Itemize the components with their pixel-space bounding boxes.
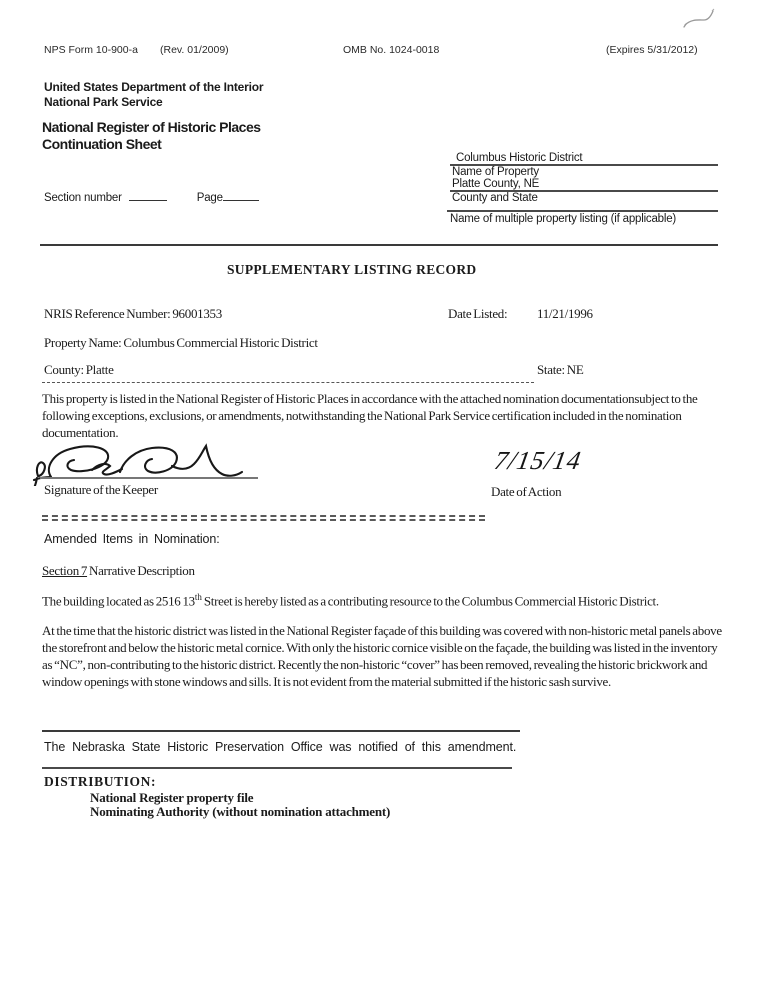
section-number-label: Section number (44, 192, 122, 204)
distribution-item-2: Nominating Authority (without nomination attachment) (90, 804, 391, 819)
form-revision: (Rev. 01/2009) (160, 44, 229, 56)
doc-title-line1: National Register of Historic Places (42, 119, 261, 135)
signature-rule (40, 477, 258, 479)
omb-number: OMB No. 1024-0018 (343, 44, 440, 56)
date-listed-label: Date Listed: (448, 306, 508, 321)
doc-title-line2: Continuation Sheet (42, 136, 162, 152)
keeper-signature (30, 438, 270, 486)
notification-line: The Nebraska State Historic Preservation Office was notified of this amendment. (44, 740, 517, 754)
certification-paragraph: This property is listed in the National Register of Historic Places in accordance with the attached nomination documentationsubject to the following exceptions, exclusions, or amendments, notwithstanding the National Park Service certification included in the nomination documentation. (42, 391, 698, 440)
date-listed-value: 11/21/1996 (537, 306, 593, 321)
amendment-paragraph-1 (42, 589, 659, 609)
county-line: County: Platte (44, 362, 114, 377)
supplementary-heading: SUPPLEMENTARY LISTING RECORD (227, 262, 477, 277)
property-name-label: Name of Property (452, 166, 539, 178)
distribution-top-rule (42, 767, 512, 769)
date-of-action-label: Date of Action (491, 484, 562, 499)
property-name-line: Property Name: Columbus Commercial Historic District (44, 335, 318, 350)
date-of-action-value: 7/15/14 (492, 446, 584, 475)
distribution-item-1: National Register property file (90, 790, 254, 805)
county-state-label: County and State (452, 192, 538, 204)
paragraph-1-text: The building located as 2516 13 (42, 593, 195, 609)
dotted-separator (42, 382, 534, 383)
section-7-heading (42, 562, 195, 579)
property-name-value: Columbus Historic District (456, 152, 583, 164)
paragraph-1-text-cont: Street is hereby listed as a contributing resource to the Columbus Commercial Historic District. (201, 593, 659, 609)
section-page-row (44, 189, 259, 204)
multiple-listing-rule (447, 210, 718, 212)
signature-label: Signature of the Keeper (44, 482, 158, 497)
ordinal-superscript: th (194, 592, 202, 602)
form-number: NPS Form 10-900-a (44, 44, 138, 56)
section-7-title: Narrative Description (87, 563, 195, 578)
page-label: Page (196, 192, 223, 204)
multiple-listing-label: Name of multiple property listing (if applicable) (450, 213, 677, 225)
agency-department: United States Department of the Interior (44, 80, 264, 94)
amendment-paragraph-2: At the time that the historic district was listed in the National Register façade of this building was covered with non-historic metal panels above the storefront and below the historic metal cornice. With only the historic cornice visible on the façade, the building was listed in the inventory as “NC”, non-contributing to the historic district. Recently the non-historic “cover” has been removed, revealing the historic brickwork and window openings with stone windows and sills. It is not evident from the material submitted if the historic sash survive. (42, 623, 722, 689)
form-expires: (Expires 5/31/2012) (606, 44, 698, 56)
nris-reference: NRIS Reference Number: 96001353 (44, 306, 222, 321)
amended-items-heading: Amended Items in Nomination: (44, 532, 220, 546)
page-blank (223, 189, 259, 201)
distribution-heading: DISTRIBUTION: (44, 774, 157, 789)
pen-mark (682, 8, 716, 30)
section-7-ref: Section 7 (42, 563, 88, 578)
equals-separator (42, 515, 485, 521)
county-state-value: Platte County, NE (452, 178, 540, 190)
section-number-blank (129, 189, 167, 201)
state-line: State: NE (537, 362, 584, 377)
agency-service: National Park Service (44, 95, 163, 109)
header-divider-rule (40, 244, 718, 246)
notification-top-rule (42, 730, 520, 732)
